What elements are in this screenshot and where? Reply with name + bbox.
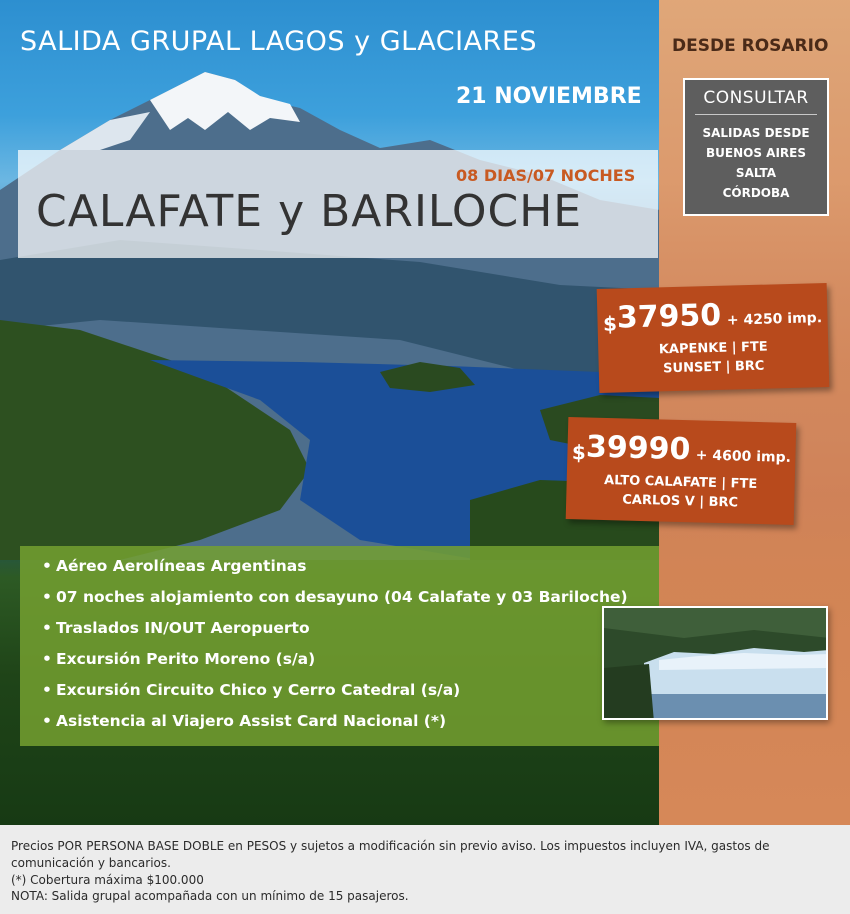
bullet-icon: • [42,588,52,606]
headline: SALIDA GRUPAL LAGOS y GLACIARES [20,26,538,57]
include-text: Traslados IN/OUT Aeropuerto [56,619,310,637]
consult-box [683,78,829,216]
price-box-2 [566,417,797,525]
include-item [42,556,628,587]
price-tax: + 4250 imp. [726,310,823,329]
currency-symbol: $ [602,311,618,336]
bullet-icon: • [42,712,52,730]
price-line [567,429,796,470]
footer-line: Precios POR PERSONA BASE DOBLE en PESOS y sujetos a modificación sin previo aviso. Los impuestos incluyen IVA, gastos de [11,839,770,853]
include-item [42,618,628,649]
include-item [42,680,628,711]
include-text: Aéreo Aerolíneas Argentinas [56,557,307,575]
include-item [42,711,628,742]
hotel-line: SUNSET | BRC [662,358,765,377]
include-text: 07 noches alojamiento con desayuno (04 Calafate y 03 Bariloche) [56,588,628,606]
include-text: Asistencia al Viajero Assist Card Nacional (*) [56,712,447,730]
trip-duration: 08 DIAS/07 NOCHES [456,166,636,185]
includes-box [20,546,659,746]
includes-list [42,556,628,742]
include-text: Excursión Circuito Chico y Cerro Catedral (s/a) [56,681,461,699]
include-item [42,587,628,618]
include-text: Excursión Perito Moreno (s/a) [56,650,316,668]
footer-line: (*) Cobertura máxima $100.000 [11,873,204,887]
origin-city: DESDE ROSARIO [672,36,829,56]
consult-line: SALTA [735,166,777,180]
bullet-icon: • [42,681,52,699]
hotel-line: ALTO CALAFATE | FTE [603,472,758,492]
hotel-line: CARLOS V | BRC [622,492,739,511]
footer-line: comunicación y bancarios. [11,856,171,870]
consult-line: SALIDAS DESDE [702,126,810,140]
hotel-line: KAPENKE | FTE [658,339,768,358]
consult-title: CONSULTAR [703,88,809,108]
include-item [42,649,628,680]
price-tax: + 4600 imp. [695,447,792,466]
glacier-image [604,608,828,720]
footer-notes [0,825,850,914]
consult-line: CÓRDOBA [722,186,790,200]
price-box-1 [597,283,830,393]
footer-line: NOTA: Salida grupal acompañada con un mínimo de 15 pasajeros. [11,889,409,903]
consult-divider [695,114,817,115]
price-line [597,295,828,336]
glacier-photo [602,606,828,720]
destination-title: CALAFATE y BARILOCHE [36,186,583,237]
departure-date: 21 NOVIEMBRE [456,84,642,109]
price-amount: 37950 [616,297,722,336]
bullet-icon: • [42,650,52,668]
bullet-icon: • [42,619,52,637]
price-amount: 39990 [585,429,691,468]
bullet-icon: • [42,557,52,575]
consult-line: BUENOS AIRES [706,146,806,160]
currency-symbol: $ [571,440,587,465]
